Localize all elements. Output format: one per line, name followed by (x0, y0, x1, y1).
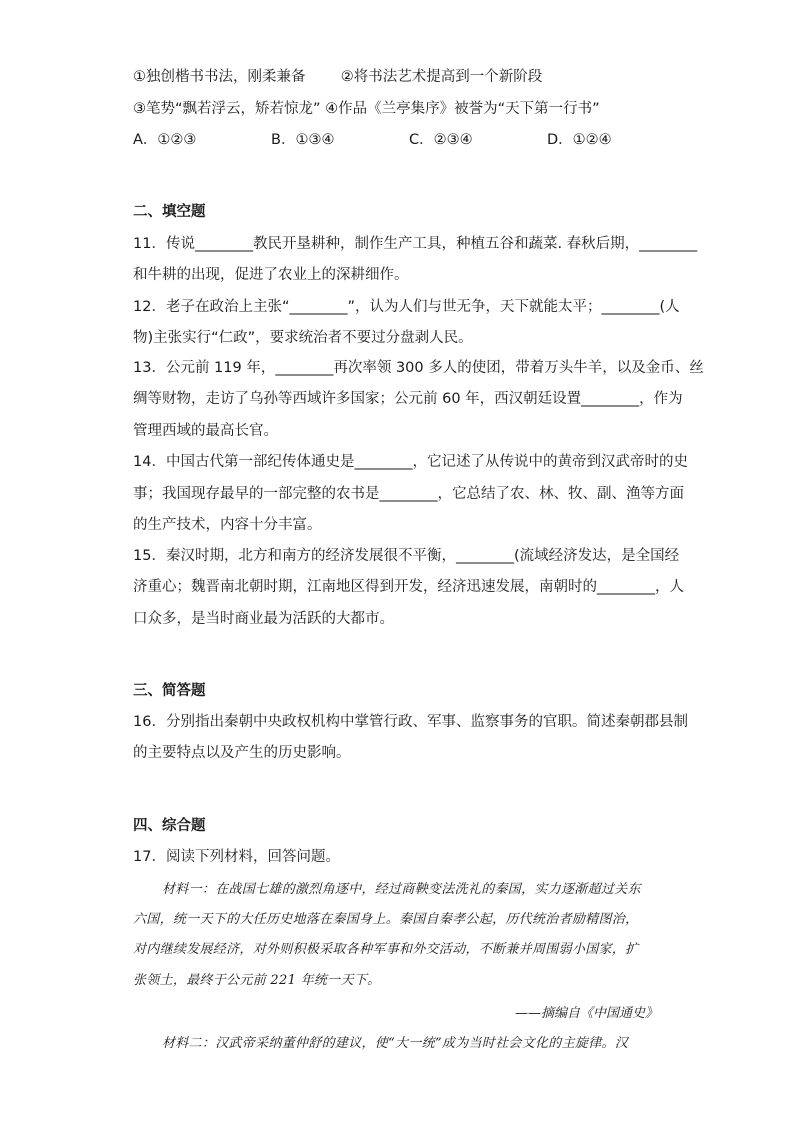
material-1-line-4: 张领土，最终于公元前 221 年统一天下。 (133, 973, 381, 988)
q12-line-2: 物)主张实行“仁政”，要求统治者不要过分盘剥人民。 (133, 330, 473, 346)
material-1-line-1: 材料一：在战国七雄的激烈角逐中，经过商鞅变法洗礼的秦国，实力逐渐超过关东 (162, 882, 641, 897)
option-1-2: ①独创楷书书法，刚柔兼备 (133, 69, 306, 85)
section-2-title: 二、填空题 (133, 204, 206, 220)
material-1-source: ——摘编自《中国通史》 (514, 1006, 658, 1021)
q11-line-2: 和牛耕的出现，促进了农业上的深耕细作。 (133, 267, 409, 283)
option-line-2: ③笔势“飘若浮云，矫若惊龙” ④作品《兰亭集序》被誉为“天下第一行书” (133, 101, 600, 117)
material-2-line-1: 材料二：汉武帝采纳董仲舒的建议，使“大一统”成为当时社会文化的主旋律。汉 (162, 1036, 629, 1051)
section-3-title: 三、简答题 (133, 683, 206, 699)
q15-line-1: 15．秦汉时期，北方和南方的经济发展很不平衡，________(流域经济发达，是全国经 (133, 548, 680, 564)
option-3: ②将书法艺术提高到一个新阶段 (340, 69, 543, 85)
q16-line-1: 16．分别指出秦朝中央政权机构中掌管行政、军事、监察事务的官职。简述秦朝郡县制 (133, 714, 688, 730)
q16-line-2: 的主要特点以及产生的历史影响。 (133, 745, 351, 761)
section-4-title: 四、综合题 (133, 818, 206, 834)
q17-prompt: 17．阅读下列材料，回答问题。 (133, 849, 340, 865)
q15-line-3: 口众多，是当时商业最为活跃的大都市。 (133, 611, 394, 627)
choice-b[interactable]: B．①③④ (271, 132, 335, 148)
q14-line-1: 14．中国古代第一部纪传体通史是________，它记述了从传说中的黄帝到汉武帝时的史 (133, 454, 688, 470)
q13-line-1: 13．公元前 119 年，________再次率领 300 多人的使团，带着万头牛羊，以及金币、丝 (133, 360, 704, 376)
choice-a[interactable]: A．①②③ (133, 132, 197, 148)
material-1-line-3: 对内继续发展经济，对外则积极采取各种军事和外交活动，不断兼并周围弱小国家，扩 (133, 942, 639, 957)
q13-line-3: 管理西域的最高长官。 (133, 423, 278, 439)
q13-line-2: 绸等财物，走访了乌孙等西域许多国家；公元前 60 年，西汉朝廷设置________，作为 (133, 391, 683, 407)
choice-c[interactable]: C．②③④ (409, 132, 473, 148)
q12-line-1: 12．老子在政治上主张“________”，认为人们与世无争，天下就能太平；________(人 (133, 299, 680, 315)
answer-choices (133, 130, 612, 150)
option-line-1 (133, 67, 542, 87)
q14-line-2: 事；我国现存最早的一部完整的农书是________，它总结了农、林、牧、副、渔等方面 (133, 486, 684, 502)
choice-d[interactable]: D．①②④ (547, 132, 612, 148)
material-1-line-2: 六国，统一天下的大任历史地落在秦国身上。秦国自秦孝公起，历代统治者励精图治， (133, 912, 639, 927)
q15-line-2: 济重心；魏晋南北朝时期，江南地区得到开发，经济迅速发展，南朝时的________，人 (133, 579, 684, 595)
q14-line-3: 的生产技术，内容十分丰富。 (133, 517, 322, 533)
q11-line-1: 11．传说________教民开垦耕种，制作生产工具，种植五谷和蔬菜. 春秋后期，________ (133, 236, 698, 252)
